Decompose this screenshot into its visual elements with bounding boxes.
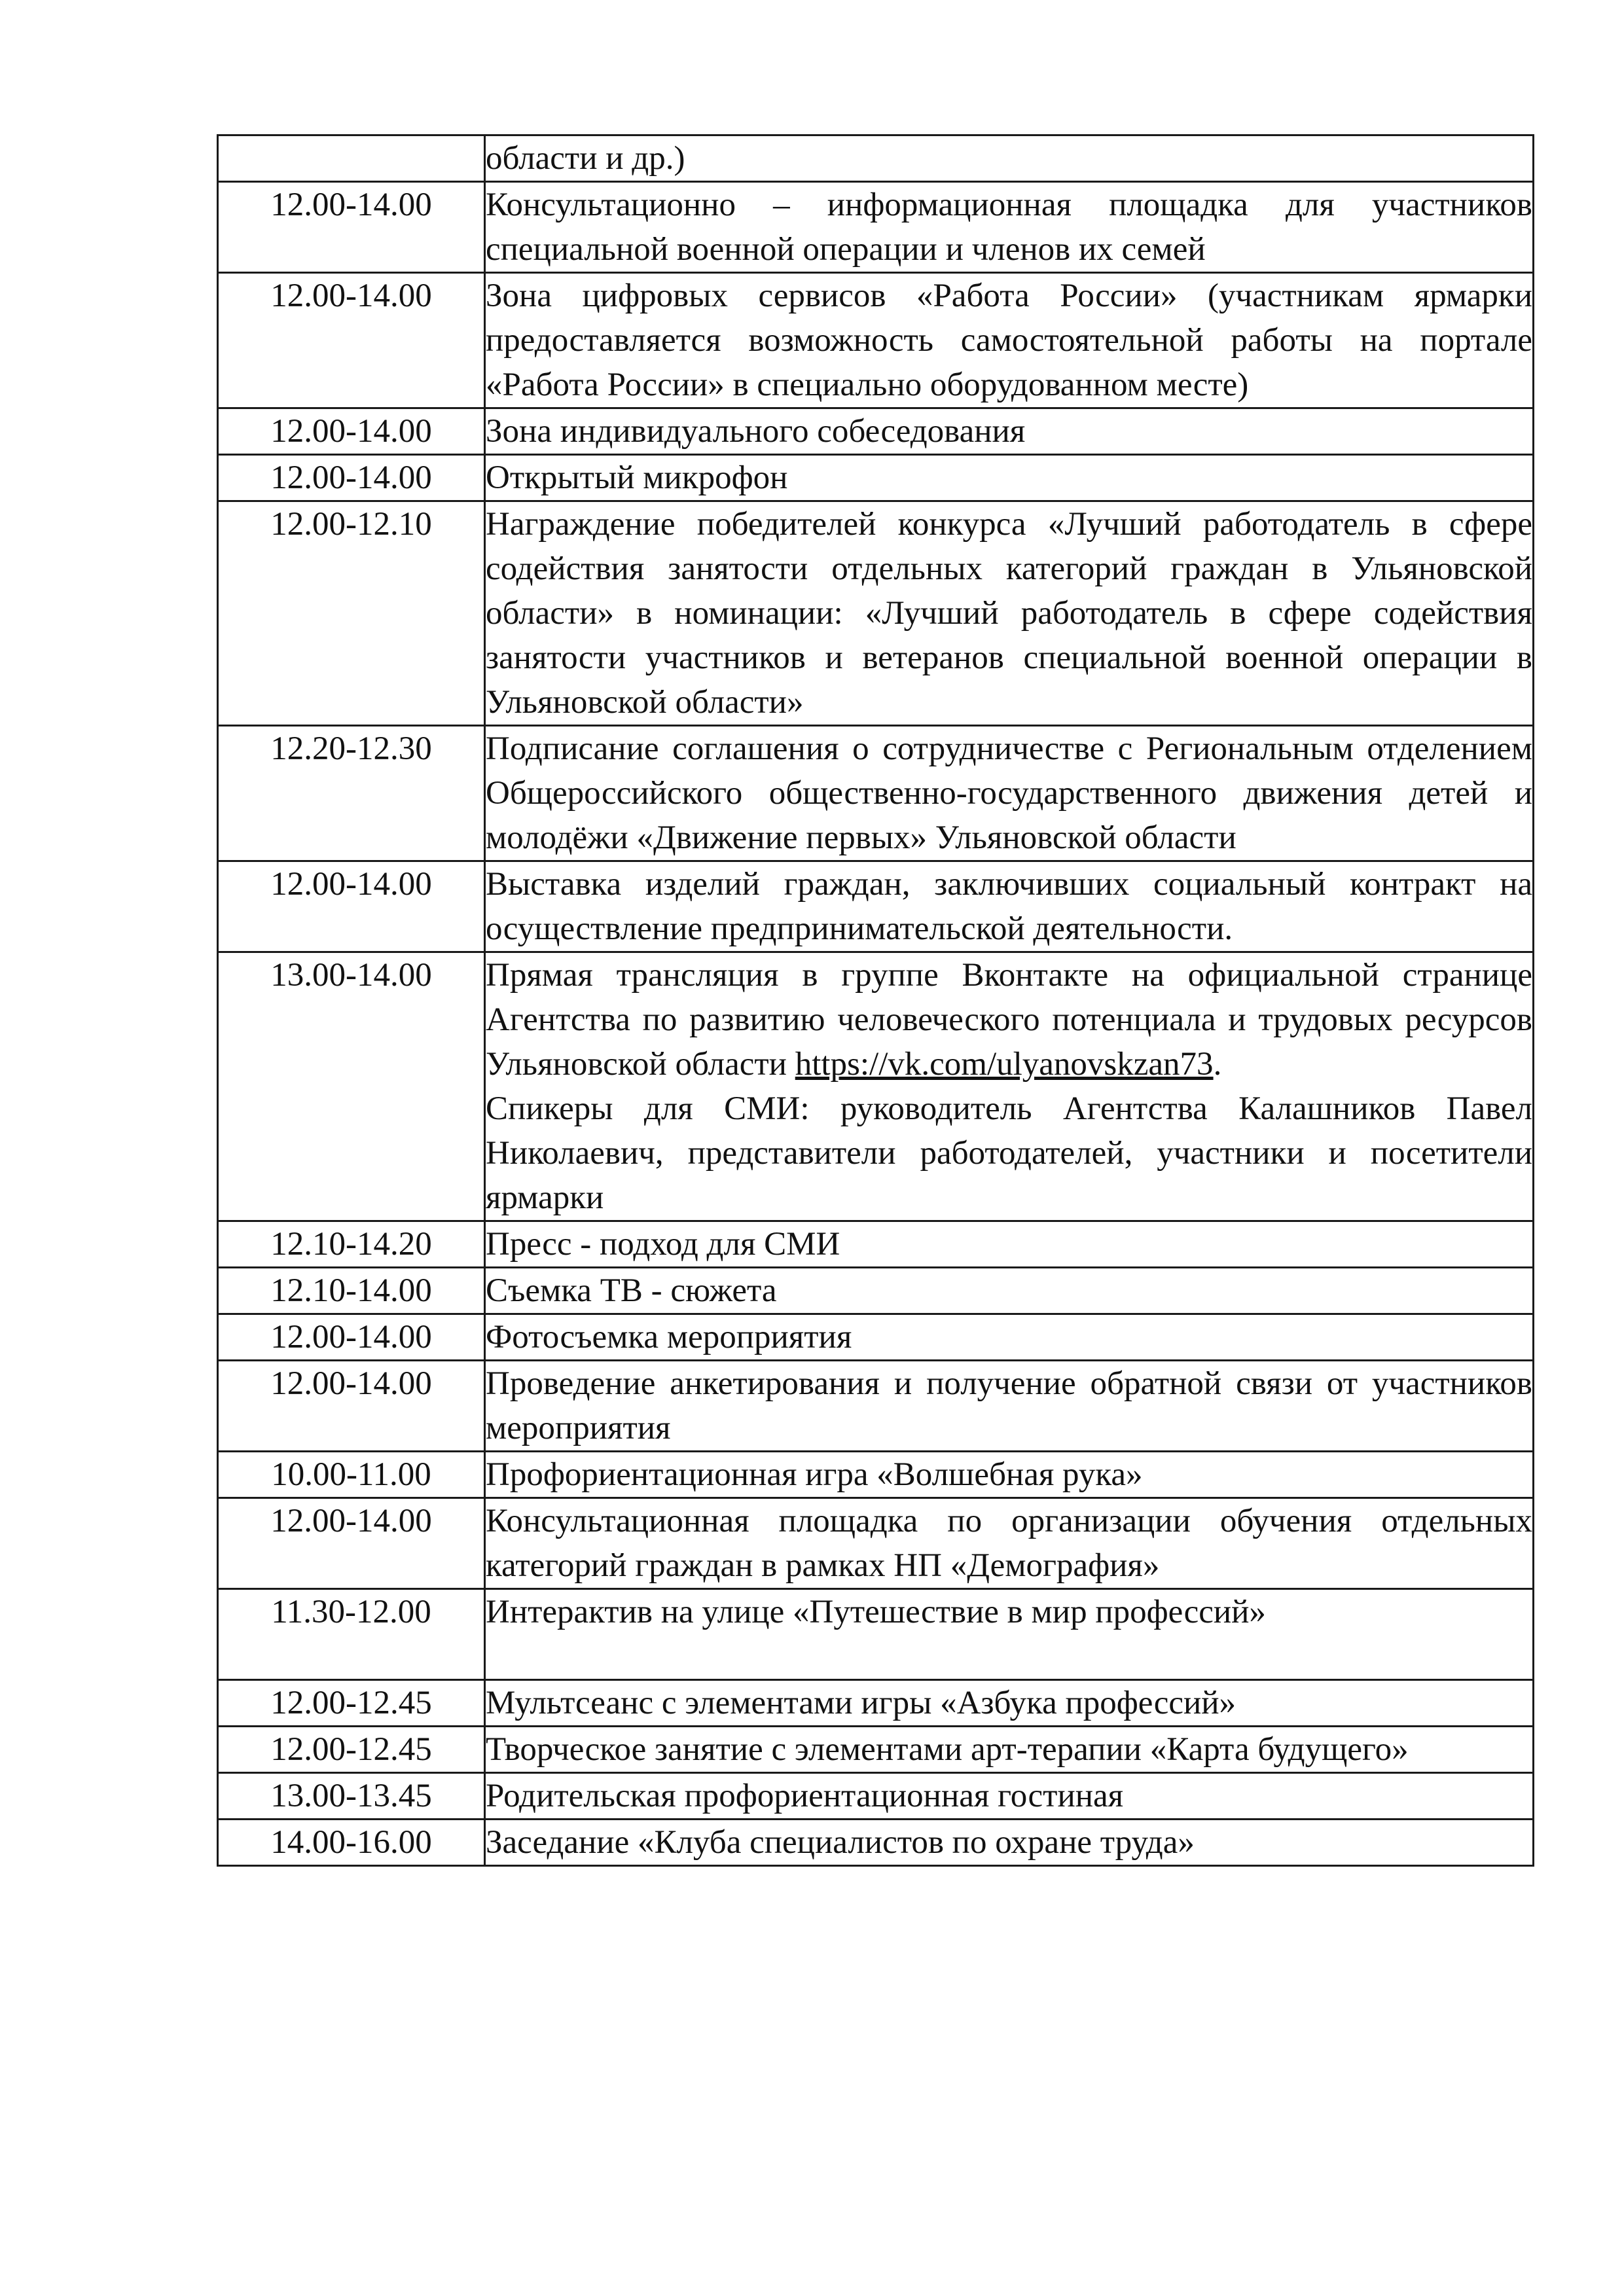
event-cell: Награждение победителей конкурса «Лучший работодатель в сфере содействия занятости отдельных категорий граждан в Ульяновской области» в номинации: «Лучший работодатель в сфере содействия занятости участников и ветеранов специальной военной операции в Ульяновской области» xyxy=(485,501,1534,726)
time-cell: 12.20-12.30 xyxy=(218,726,485,861)
time-cell: 12.00-14.00 xyxy=(218,182,485,273)
speakers-text: Спикеры для СМИ: руководитель Агентства Калашников Павел Николаевич, представители работодателей, участники и посетители ярмарки xyxy=(486,1090,1532,1216)
event-cell xyxy=(485,952,1534,1221)
event-cell: Заседание «Клуба специалистов по охране труда» xyxy=(485,1820,1534,1866)
event-cell: Творческое занятие с элементами арт-терапии «Карта будущего» xyxy=(485,1727,1534,1773)
table-row xyxy=(218,1589,1534,1680)
time-cell: 12.00-14.00 xyxy=(218,1314,485,1361)
event-cell: Проведение анкетирования и получение обратной связи от участников мероприятия xyxy=(485,1361,1534,1452)
table-row xyxy=(218,1221,1534,1268)
time-cell: 12.00-14.00 xyxy=(218,455,485,501)
table-row xyxy=(218,1727,1534,1773)
table-row xyxy=(218,455,1534,501)
time-cell: 12.00-12.45 xyxy=(218,1727,485,1773)
table-row xyxy=(218,1773,1534,1820)
event-cell: Консультационная площадка по организации обучения отдельных категорий граждан в рамках НП «Демография» xyxy=(485,1498,1534,1589)
time-cell: 12.10-14.00 xyxy=(218,1268,485,1314)
event-cell: Зона индивидуального собеседования xyxy=(485,408,1534,455)
event-schedule-table xyxy=(217,134,1534,1867)
time-cell: 11.30-12.00 xyxy=(218,1589,485,1680)
event-cell: области и др.) xyxy=(485,135,1534,182)
table-row xyxy=(218,273,1534,408)
event-cell: Профориентационная игра «Волшебная рука» xyxy=(485,1452,1534,1498)
time-cell: 12.00-12.45 xyxy=(218,1680,485,1727)
event-cell: Мультсеанс с элементами игры «Азбука профессий» xyxy=(485,1680,1534,1727)
event-cell: Выставка изделий граждан, заключивших социальный контракт на осуществление предпринимательской деятельности. xyxy=(485,861,1534,952)
event-cell: Консультационно – информационная площадка для участников специальной военной операции и членов их семей xyxy=(485,182,1534,273)
link-suffix: . xyxy=(1213,1046,1222,1083)
time-cell xyxy=(218,135,485,182)
table-row xyxy=(218,1680,1534,1727)
event-cell: Зона цифровых сервисов «Работа России» (участникам ярмарки предоставляется возможность самостоятельной работы на портале «Работа России» в специально оборудованном месте) xyxy=(485,273,1534,408)
table-row xyxy=(218,1820,1534,1866)
broadcast-description xyxy=(486,953,1532,1086)
event-cell: Съемка ТВ - сюжета xyxy=(485,1268,1534,1314)
event-cell: Открытый микрофон xyxy=(485,455,1534,501)
event-cell: Интерактив на улице «Путешествие в мир профессий» xyxy=(485,1589,1534,1680)
time-cell: 12.00-14.00 xyxy=(218,408,485,455)
broadcast-text: Прямая трансляция в группе Вконтакте на официальной странице Агентства по развитию человеческого потенциала и трудовых ресурсов Ульяновской области xyxy=(486,957,1532,1083)
vk-group-link[interactable]: https://vk.com/ulyanovskzan73 xyxy=(795,1046,1214,1083)
table-row xyxy=(218,1452,1534,1498)
table-row xyxy=(218,408,1534,455)
table-row xyxy=(218,1498,1534,1589)
time-cell: 12.10-14.20 xyxy=(218,1221,485,1268)
time-cell: 12.00-14.00 xyxy=(218,1361,485,1452)
time-cell: 12.00-14.00 xyxy=(218,273,485,408)
event-cell: Подписание соглашения о сотрудничестве с Региональным отделением Общероссийского общественно-государственного движения детей и молодёжи «Движение первых» Ульяновской области xyxy=(485,726,1534,861)
table-row xyxy=(218,861,1534,952)
event-cell: Фотосъемка мероприятия xyxy=(485,1314,1534,1361)
time-cell: 12.00-14.00 xyxy=(218,861,485,952)
table-row xyxy=(218,726,1534,861)
table-row xyxy=(218,1361,1534,1452)
time-cell: 12.00-12.10 xyxy=(218,501,485,726)
event-cell: Пресс - подход для СМИ xyxy=(485,1221,1534,1268)
table-row xyxy=(218,1268,1534,1314)
table-row xyxy=(218,135,1534,182)
time-cell: 12.00-14.00 xyxy=(218,1498,485,1589)
table-row xyxy=(218,501,1534,726)
time-cell: 13.00-13.45 xyxy=(218,1773,485,1820)
event-cell: Родительская профориентационная гостиная xyxy=(485,1773,1534,1820)
table-row xyxy=(218,952,1534,1221)
time-cell: 14.00-16.00 xyxy=(218,1820,485,1866)
table-row xyxy=(218,182,1534,273)
time-cell: 10.00-11.00 xyxy=(218,1452,485,1498)
table-row xyxy=(218,1314,1534,1361)
time-cell: 13.00-14.00 xyxy=(218,952,485,1221)
